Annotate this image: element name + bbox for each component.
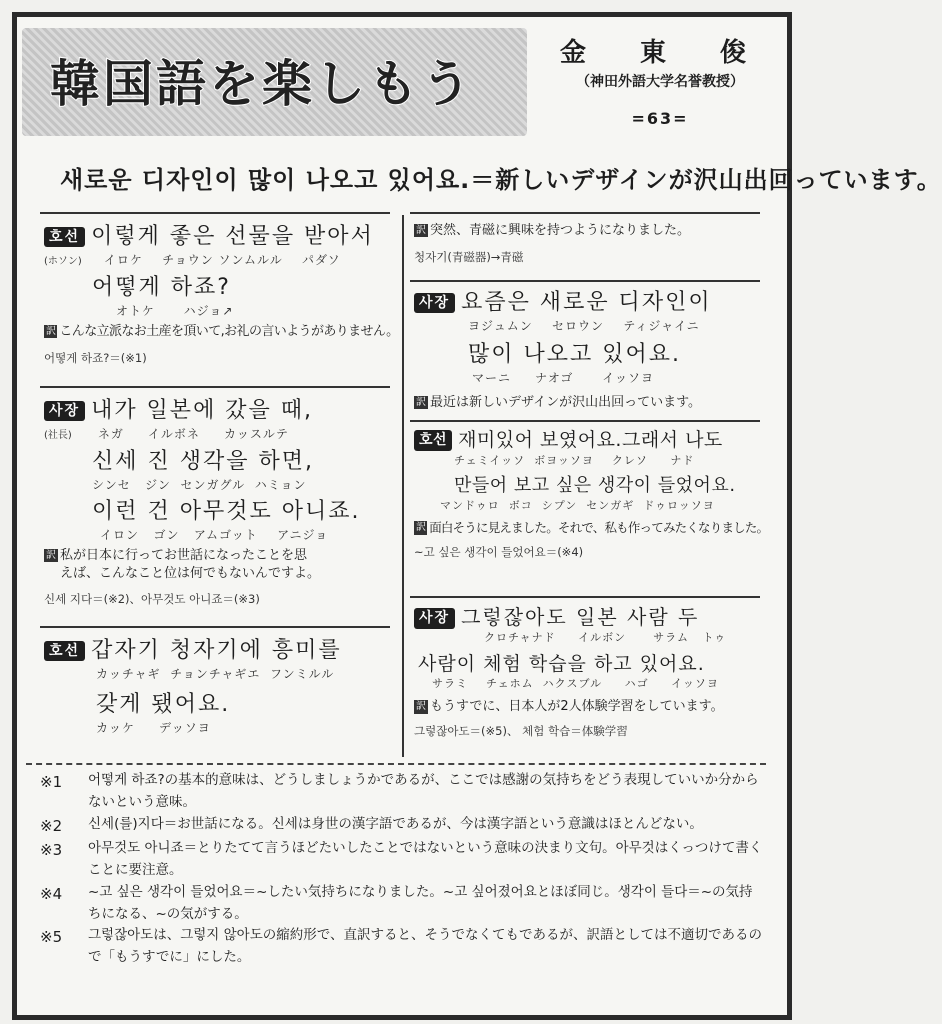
footnote-mark: ※2: [40, 816, 63, 835]
kana-line: マンドゥロ ボコ シプン センガギ ドゥロッソヨ: [440, 498, 715, 512]
footnote-mark: ※4: [40, 884, 63, 903]
dialogue-right-3: [414, 428, 769, 560]
translation-text: もうすでに、日本人が2人体験学習をしています。: [430, 699, 724, 715]
kana-line: マーニ ナオゴ イッソヨ: [472, 370, 654, 385]
headline: 새로운 디자인이 많이 나오고 있어요.＝新しいデザインが沢山出回っています。: [60, 166, 942, 194]
korean-line: 사람이 체험 학습을 하고 있어요.: [418, 652, 705, 675]
notes-divider: [26, 763, 766, 765]
kana-line: カッケ デッソヨ: [96, 720, 211, 735]
korean-line: 재미있어 보였어요.그래서 나도: [458, 429, 723, 451]
author-name: 金 東 俊: [560, 38, 761, 68]
dialogue-left-1: [44, 222, 399, 366]
kana-line: ヨジュムン セロウン ティジャイニ: [468, 318, 700, 333]
footnote: [40, 838, 764, 882]
right-top-rule: [410, 212, 760, 214]
footnote-mark: ※1: [40, 773, 63, 791]
speaker-badge: 사장: [414, 293, 455, 314]
kana-line: イロケ チョウン ソンムルル パダソ: [103, 252, 341, 267]
footnote-text: 그렇잖아도は、그렇지 않아도の縮約形で、直訳すると、そうでなくてもであるが、訳語としては不適切であるので「もうすでに」にした。: [88, 927, 762, 966]
korean-line: 어떻게 하죠?: [92, 275, 231, 301]
banner-title: 韓国語を楽しもう: [50, 55, 474, 113]
korean-line: 많이 나오고 있어요.: [468, 341, 681, 367]
footnote-text: 어떻게 하죠?の基本的意味は、どうしましょうかであるが、ここでは感謝の気持ちをどう表現していいか分からないという意味。: [88, 772, 759, 810]
korean-line: 신세 진 생각을 하면,: [92, 449, 314, 475]
left-top-rule: [40, 212, 390, 214]
footnotes: [40, 770, 764, 969]
grammar-note: 신세 지다＝(※2)、아무것도 아니죠＝(※3): [44, 592, 260, 607]
kana-line: オトケ ハジョ↗: [116, 303, 234, 318]
korean-line: 갑자기 청자기에 흥미를: [91, 638, 342, 663]
footnote-text: 신세(를)지다＝お世話になる。신세は身世の漢字語であるが、今は漢字語という意識はほとんどない。: [88, 815, 703, 832]
speaker-role: (社長): [44, 429, 72, 441]
kana-line: ネガ イルボネ カッスルテ: [97, 426, 289, 441]
kana-line: シンセ ジン センガグル ハミョン: [92, 477, 307, 492]
grammar-note: ~고 싶은 생각이 들었어요＝(※4): [414, 544, 584, 559]
speaker-role: (ホソン): [44, 255, 82, 267]
translation-marker: 訳: [416, 396, 426, 408]
korean-line: 이렇게 좋은 선물을 받아서: [91, 224, 374, 249]
footnote-mark: ※3: [40, 841, 63, 860]
separator: [40, 386, 390, 388]
grammar-note: 그렇잖아도＝(※5)、 체험 학습＝体験学習: [414, 723, 628, 738]
korean-line: 그렇잖아도 일본 사람 두: [461, 605, 700, 629]
translation-text: 面白そうに見えました。それで、私も作ってみたくなりました。: [429, 519, 769, 535]
dialogue-left-3: [44, 636, 394, 736]
footnote: [40, 770, 764, 814]
series-number: =63=: [631, 109, 689, 128]
author-block: [560, 32, 760, 128]
title-banner: [22, 28, 527, 136]
speaker-badge: 사장: [44, 401, 85, 422]
korean-line: 갖게 됐어요.: [96, 691, 231, 717]
footnote: [40, 882, 764, 926]
korean-line: 요즘은 새로운 디자인이: [461, 290, 712, 315]
translation-text: えば、こんなこと位は何でもないんですよ。: [60, 565, 321, 581]
separator: [410, 280, 760, 282]
author-affiliation: （神田外語大学名誉教授）: [576, 74, 744, 90]
footnote: [40, 925, 764, 969]
speaker-badge: 사장: [414, 608, 455, 629]
dialogue-left-2: [44, 396, 394, 608]
speaker-badge: 호선: [414, 430, 452, 451]
separator: [410, 420, 760, 422]
korean-line: 만들어 보고 싶은 생각이 들었어요.: [454, 475, 736, 497]
kana-line: サラミ チェホム ハクスブル ハゴ イッソヨ: [432, 677, 719, 691]
translation-marker: 訳: [416, 224, 426, 236]
footnote: [40, 814, 764, 838]
kana-line: チェミイッソ ボヨッソヨ クレソ ナド: [454, 453, 695, 467]
translation-marker: 訳: [416, 522, 426, 534]
grammar-note: 청자기(青磁器)→青磁: [414, 249, 524, 264]
translation-text: 私が日本に行ってお世話になったことを思: [60, 547, 308, 563]
translation-marker: 訳: [46, 325, 56, 337]
dialogue-right-1: [414, 222, 764, 265]
separator: [410, 596, 760, 598]
korean-line: 내가 일본에 갔을 때,: [91, 398, 314, 423]
translation-marker: 訳: [46, 549, 56, 561]
translation-text: 突然、青磁に興味を持つようになりました。: [430, 223, 691, 238]
kana-line: カッチャギ チョンチャギエ フンミルル: [96, 666, 335, 681]
translation-marker: 訳: [416, 701, 426, 713]
speaker-badge: 호선: [44, 641, 85, 662]
separator: [40, 626, 390, 628]
dialogue-right-4: [414, 604, 764, 739]
speaker-badge: 호선: [44, 227, 85, 248]
footnote-text: 아무것도 아니죠＝とりたてて言うほどたいしたことではないという意味の決まり文句。아무것はくっつけて書くことに要注意。: [88, 840, 763, 878]
grammar-note: 어떻게 하죠?＝(※1): [44, 350, 147, 365]
translation-text: こんな立派なお土産を頂いて,お礼の言いようがありません。: [59, 324, 399, 340]
column-divider: [402, 215, 404, 757]
dialogue-right-2: [414, 288, 764, 411]
kana-line: クロチャナド イルボン サラム トゥ: [484, 631, 727, 644]
translation-text: 最近は新しいデザインが沢山出回っています。: [430, 394, 702, 410]
footnote-text: ~고 싶은 생각이 들었어요＝~したい気持ちになりました。~고 싶어졌어요とほぼ同じ。생각이 들다＝~の気持ちになる、~の気がする。: [88, 883, 753, 922]
korean-line: 이런 건 아무것도 아니죠.: [92, 499, 361, 525]
kana-line: イロン ゴン アムゴット アニジョ: [100, 527, 329, 542]
footnote-mark: ※5: [40, 928, 63, 947]
